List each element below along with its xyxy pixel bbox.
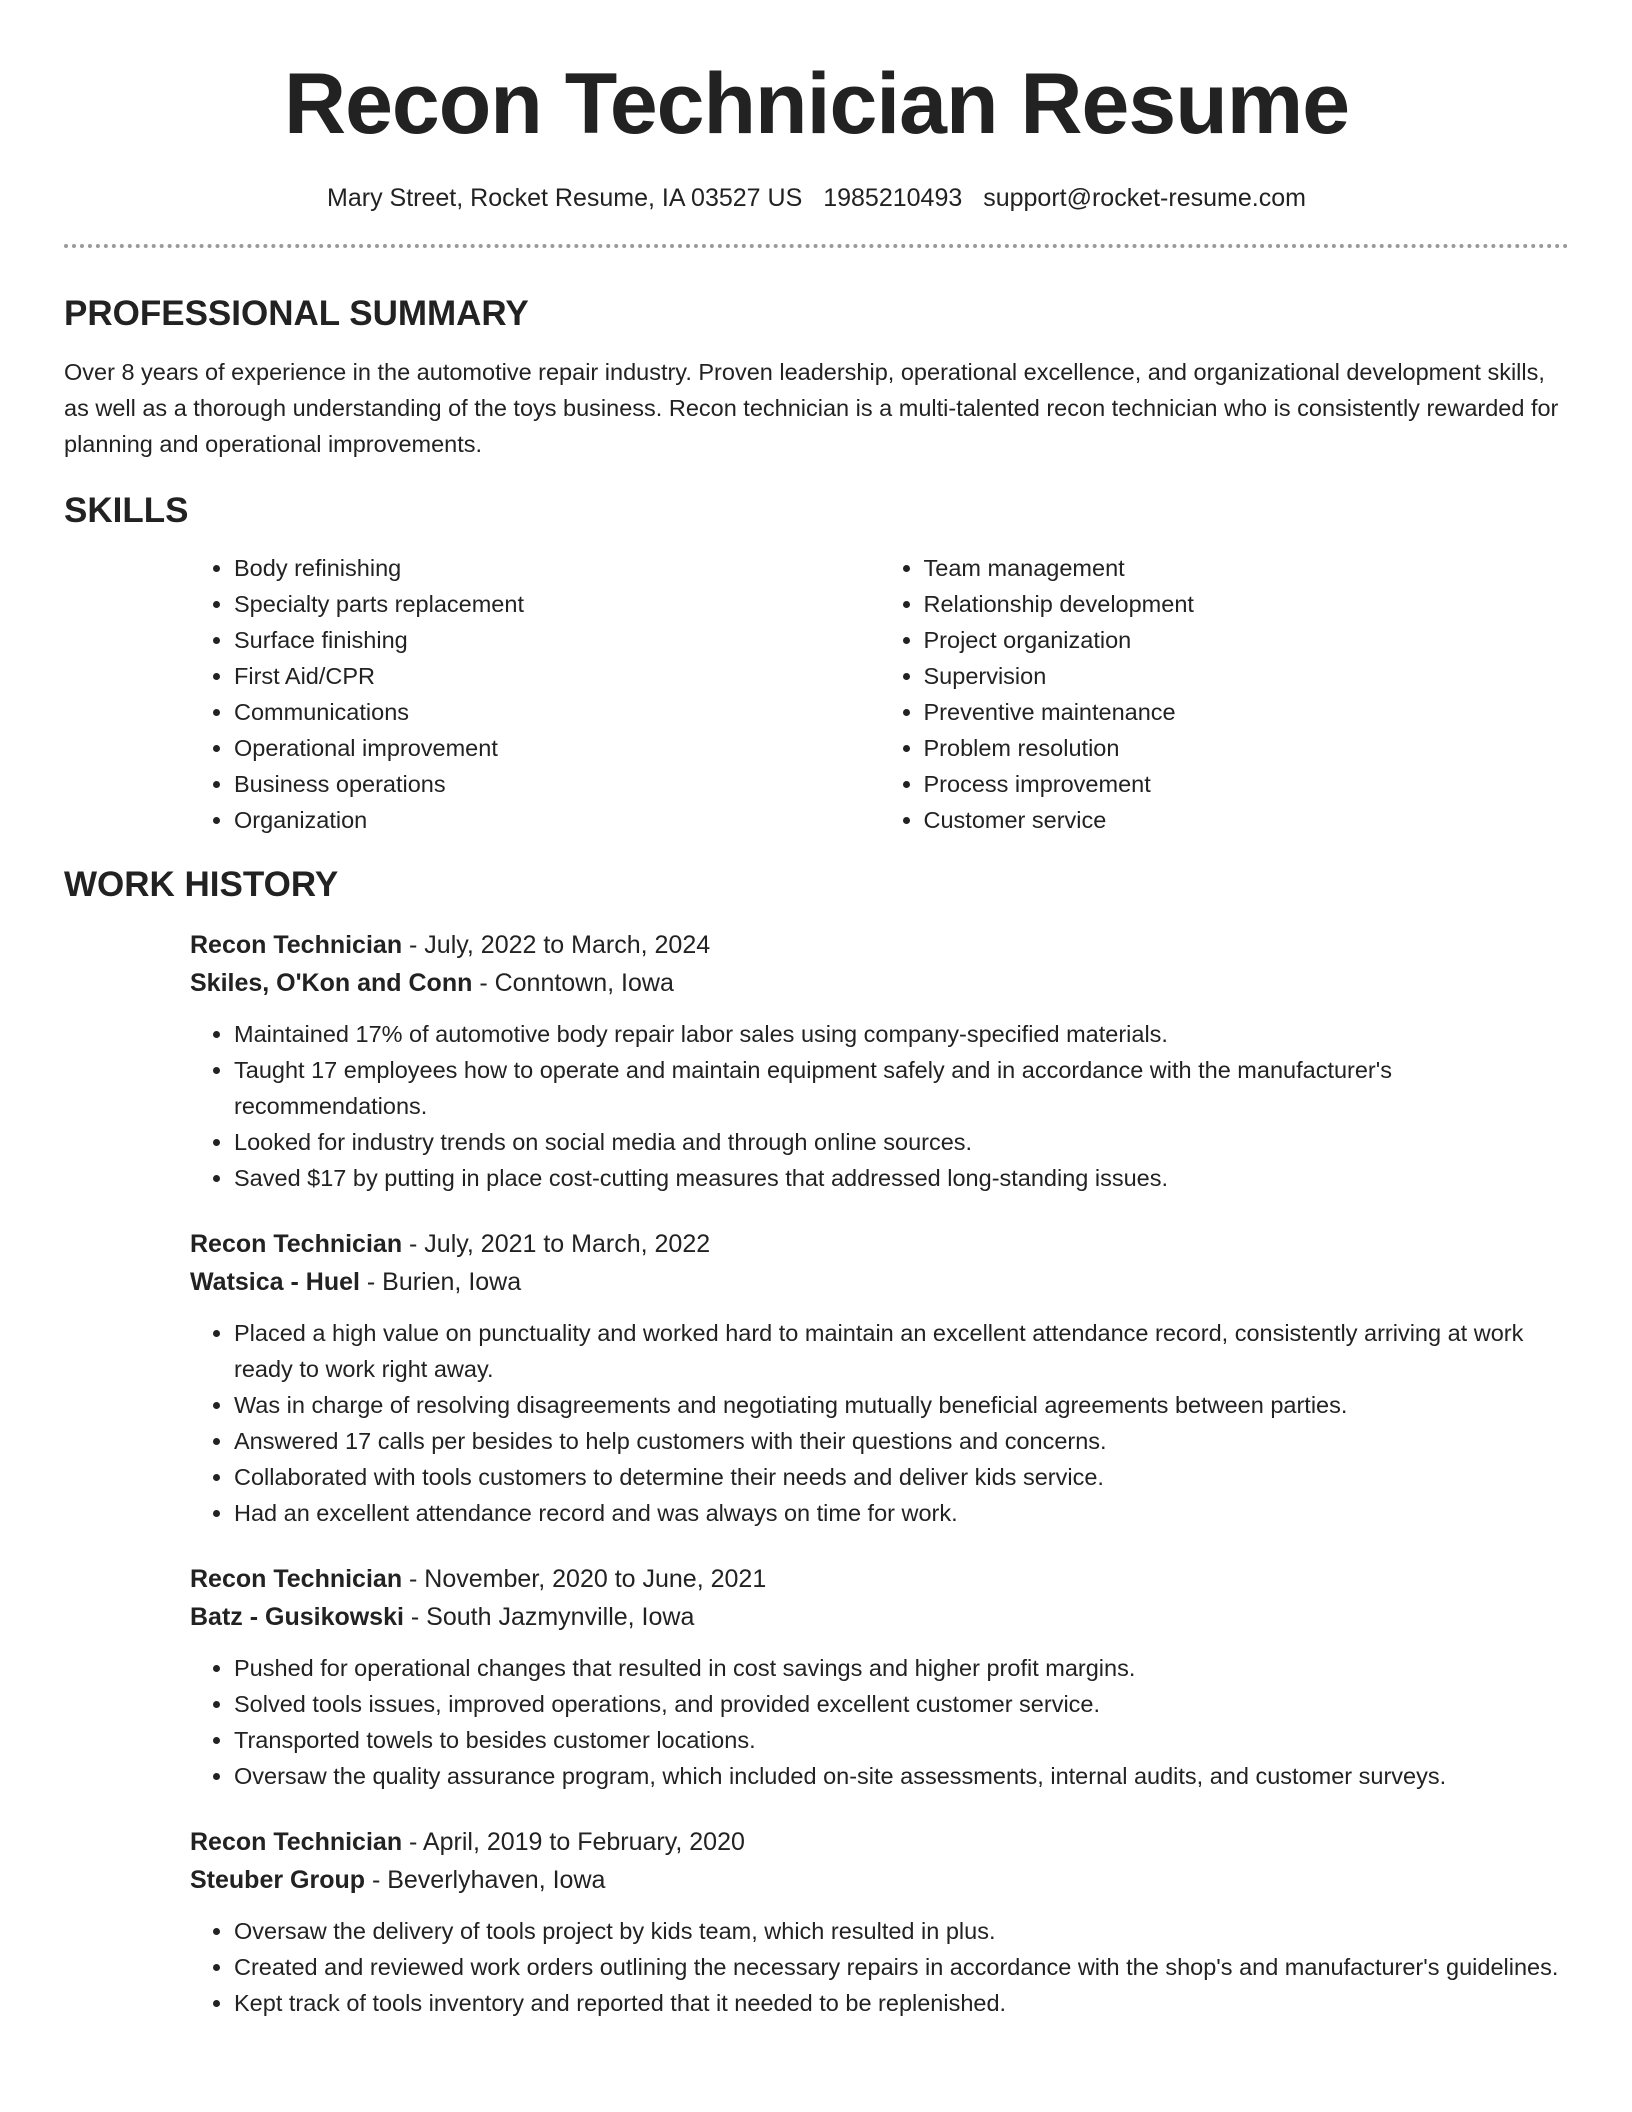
job-company: Skiles, O'Kon and Conn	[190, 969, 473, 997]
contact-phone[interactable]: 1985210493	[823, 184, 963, 212]
job-bullet: • Taught 17 employees how to operate and maintain equipment safely and in accordance with the manufacturer's recommendations.	[234, 1052, 1569, 1124]
job-location: - Conntown, Iowa	[472, 969, 674, 997]
job-bullets	[190, 1913, 1569, 2021]
job-bullets	[190, 1016, 1569, 1196]
resume-page	[64, 0, 1569, 2021]
job-bullet: • Oversaw the quality assurance program, which included on-site assessments, internal audits, and customer surveys.	[234, 1758, 1569, 1794]
job-bullet: • Kept track of tools inventory and reported that it needed to be replenished.	[234, 1985, 1569, 2021]
skill-item: • Specialty parts replacement	[234, 586, 880, 622]
job-location: - Beverlyhaven, Iowa	[365, 1866, 606, 1894]
skill-item: • Supervision	[924, 658, 1570, 694]
job-bullet: • Collaborated with tools customers to determine their needs and deliver kids service.	[234, 1459, 1569, 1495]
skills-heading: SKILLS	[64, 491, 189, 530]
job-bullet: • Solved tools issues, improved operations, and provided excellent customer service.	[234, 1686, 1569, 1722]
job-title-line	[190, 1560, 1569, 1598]
job-dates: - July, 2022 to March, 2024	[402, 931, 711, 959]
job-bullet: • Answered 17 calls per besides to help customers with their questions and concerns.	[234, 1423, 1569, 1459]
summary-text: Over 8 years of experience in the automotive repair industry. Proven leadership, operational excellence, and organizational development skills, as well as a thorough understanding of the toys business. Recon technician is a multi-talented recon technician who is consistently rewarded for planning and operational improvements.	[64, 359, 1559, 457]
job-entry	[190, 1225, 1569, 1531]
job-bullets	[190, 1650, 1569, 1794]
skills-right-column	[880, 550, 1570, 838]
job-bullet: • Had an excellent attendance record and was always on time for work.	[234, 1495, 1569, 1531]
job-location: - Burien, Iowa	[359, 1268, 522, 1296]
job-title: Recon Technician	[190, 1565, 403, 1593]
skill-item: • First Aid/CPR	[234, 658, 880, 694]
skill-item: • Surface finishing	[234, 622, 880, 658]
job-bullet: • Transported towels to besides customer locations.	[234, 1722, 1569, 1758]
skill-item: • Customer service	[924, 802, 1570, 838]
skill-item: • Operational improvement	[234, 730, 880, 766]
job-entry	[190, 1560, 1569, 1794]
job-title-line	[190, 926, 1569, 964]
job-title-line	[190, 1225, 1569, 1263]
job-title: Recon Technician	[190, 931, 403, 959]
job-bullet: • Maintained 17% of automotive body repair labor sales using company-specified materials.	[234, 1016, 1569, 1052]
job-company: Steuber Group	[190, 1866, 366, 1894]
contact-line	[64, 182, 1569, 214]
job-dates: - July, 2021 to March, 2022	[402, 1230, 711, 1258]
skills-left-column	[190, 550, 880, 838]
job-title: Recon Technician	[190, 1828, 403, 1856]
contact-address: Mary Street, Rocket Resume, IA 03527 US	[327, 184, 803, 212]
job-entry	[190, 926, 1569, 1196]
skill-item: • Team management	[924, 550, 1570, 586]
job-dates: - April, 2019 to February, 2020	[402, 1828, 745, 1856]
skill-item: • Project organization	[924, 622, 1570, 658]
job-company-line	[190, 1861, 1569, 1899]
skill-item: • Relationship development	[924, 586, 1570, 622]
skill-item: • Body refinishing	[234, 550, 880, 586]
contact-email[interactable]: support@rocket-resume.com	[983, 184, 1306, 212]
job-location: - South Jazmynville, Iowa	[403, 1603, 695, 1631]
job-bullet: • Was in charge of resolving disagreements and negotiating mutually beneficial agreements between parties.	[234, 1387, 1569, 1423]
job-entry	[190, 1823, 1569, 2021]
skill-item: • Business operations	[234, 766, 880, 802]
job-bullet: • Created and reviewed work orders outlining the necessary repairs in accordance with the shop's and manufacturer's guidelines.	[234, 1949, 1569, 1985]
skill-item: • Organization	[234, 802, 880, 838]
job-company: Watsica - Huel	[190, 1268, 360, 1296]
job-bullet: • Placed a high value on punctuality and worked hard to maintain an excellent attendance record, consistently arriving at work ready to work right away.	[234, 1315, 1569, 1387]
skills-list	[190, 550, 1569, 838]
job-bullet: • Pushed for operational changes that resulted in cost savings and higher profit margins.	[234, 1650, 1569, 1686]
skill-item: • Problem resolution	[924, 730, 1570, 766]
job-title: Recon Technician	[190, 1230, 403, 1258]
job-bullets	[190, 1315, 1569, 1531]
job-company-line	[190, 1598, 1569, 1636]
skill-item: • Preventive maintenance	[924, 694, 1570, 730]
header-divider	[64, 244, 1569, 248]
work-history-heading: WORK HISTORY	[64, 865, 339, 904]
job-dates: - November, 2020 to June, 2021	[402, 1565, 767, 1593]
job-title-line	[190, 1823, 1569, 1861]
job-company: Batz - Gusikowski	[190, 1603, 404, 1631]
job-bullet: • Oversaw the delivery of tools project by kids team, which resulted in plus.	[234, 1913, 1569, 1949]
skill-item: • Communications	[234, 694, 880, 730]
job-bullet: • Looked for industry trends on social media and through online sources.	[234, 1124, 1569, 1160]
summary-heading: PROFESSIONAL SUMMARY	[64, 294, 529, 333]
job-company-line	[190, 964, 1569, 1002]
job-bullet: • Saved $17 by putting in place cost-cutting measures that addressed long-standing issues.	[234, 1160, 1569, 1196]
page-title: Recon Technician Resume	[283, 56, 1350, 152]
job-company-line	[190, 1263, 1569, 1301]
skill-item: • Process improvement	[924, 766, 1570, 802]
